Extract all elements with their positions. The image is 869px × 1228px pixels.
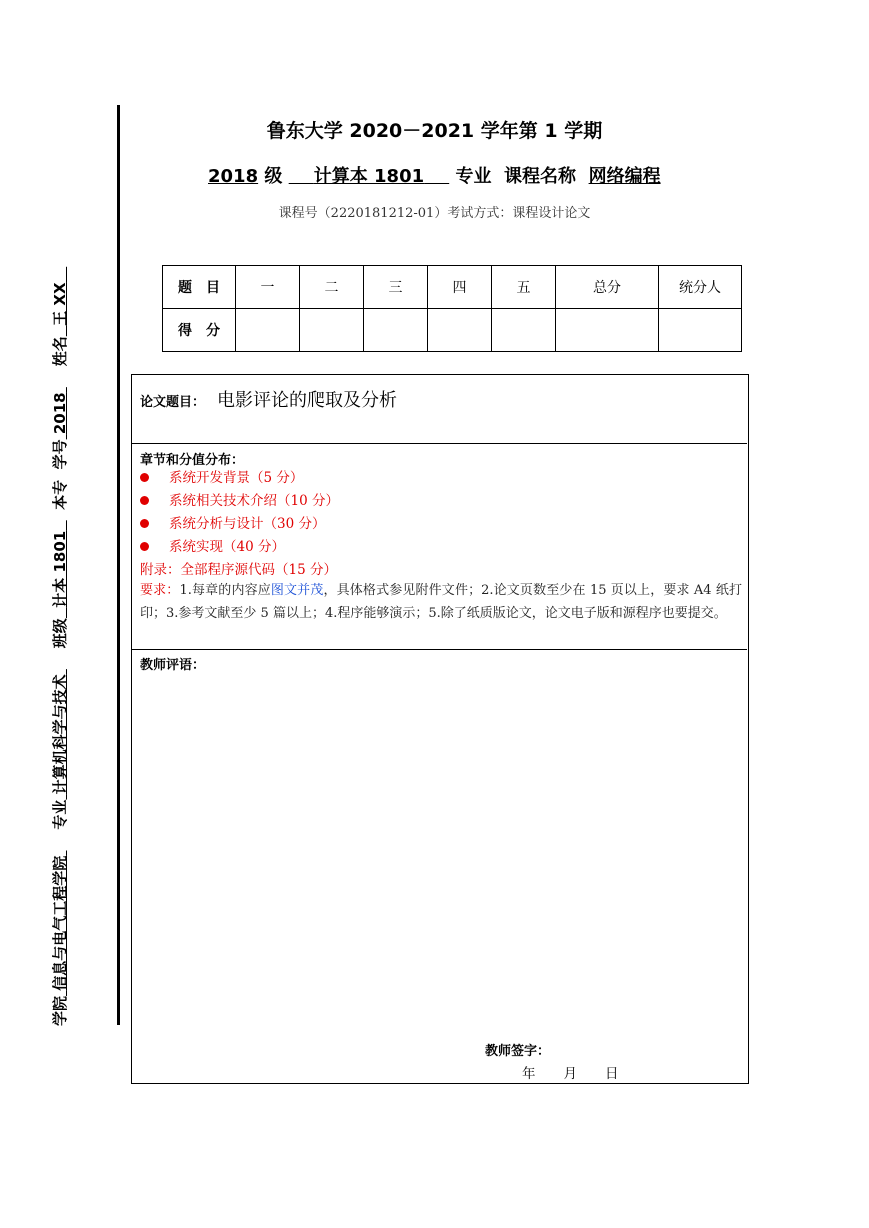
row-label-score: 得 分: [163, 309, 236, 352]
name-value: 王 XX: [51, 282, 69, 326]
col-header: 四: [428, 266, 492, 309]
teacher-signature-label: 教师签字：: [485, 1044, 551, 1059]
bullet-icon: [140, 542, 149, 551]
score-cell: [492, 309, 556, 352]
score-cell: [428, 309, 492, 352]
score-cell-total: [556, 309, 659, 352]
thesis-title: 电影评论的爬取及分析: [217, 390, 397, 411]
col-header: 三: [364, 266, 428, 309]
bullet-icon: [140, 519, 149, 528]
col-header-total: 总分: [556, 266, 659, 309]
course-info-line: [208, 162, 661, 188]
class-value: 计本 1801: [51, 530, 69, 608]
score-cell: [300, 309, 364, 352]
requirements-highlight: 图文并茂: [270, 583, 324, 598]
chapters-label: 章节和分值分布：: [140, 453, 245, 468]
col-header: 一: [236, 266, 300, 309]
major-side-value: 计算机科学与技术: [51, 674, 69, 795]
thesis-title-label: 论文题目：: [140, 395, 206, 410]
college-label: 学院: [51, 995, 69, 1026]
major-side-label: 专业: [51, 799, 69, 830]
appendix-line: 附录：全部程序源代码（15 分）: [140, 562, 337, 578]
col-header: 二: [300, 266, 364, 309]
level-value: 本专: [51, 479, 69, 510]
score-cell: [236, 309, 300, 352]
list-item: 系统相关技术介绍（10 分）: [140, 490, 339, 513]
bullet-icon: [140, 496, 149, 505]
score-cell: [364, 309, 428, 352]
row-label-question: 题 目: [163, 266, 236, 309]
course-name-value: 网络编程: [588, 166, 661, 187]
bullet-icon: [140, 473, 149, 482]
class-label: 班级: [51, 618, 69, 649]
exam-title: 鲁东大学 2020－2021 学年第 1 学期: [266, 120, 603, 142]
list-item: 系统开发背景（5 分）: [140, 467, 339, 490]
date-day: 日: [605, 1066, 619, 1082]
course-number-line: 课程号（2220181212-01）考试方式：课程设计论文: [278, 206, 591, 221]
date-year: 年: [522, 1066, 536, 1082]
major-label: 专业: [455, 166, 492, 187]
course-name-label: 课程名称: [504, 166, 577, 187]
col-header: 五: [492, 266, 556, 309]
list-item: 系统分析与设计（30 分）: [140, 513, 339, 536]
requirements-label: 要求：: [140, 583, 180, 598]
list-item: 系统实现（40 分）: [140, 536, 339, 559]
score-table: [162, 265, 742, 352]
student-id-label: 学号: [51, 439, 69, 470]
date-month: 月: [563, 1066, 577, 1082]
teacher-comments-label: 教师评语：: [140, 658, 206, 673]
grade-suffix: 级: [264, 166, 283, 187]
major-value: 计算本 1801: [313, 166, 425, 187]
signature-date: [522, 1062, 647, 1082]
requirements-text: 要求：1.每章的内容应图文并茂，具体格式参见附件文件；2.论文页数至少在 15 页以上，要求 A4 纸打印；3.参考文献至少 5 篇以上；4.程序能够演示；5.除了纸质版论文，论文电子版和源程序也要提交。: [140, 583, 742, 621]
name-label: 姓名: [51, 336, 69, 367]
binding-line: [117, 105, 120, 1025]
student-id-value: 2018: [51, 392, 69, 435]
grade-value: 2018: [208, 166, 259, 187]
student-info-text: [42, 178, 78, 1026]
score-cell-scorer: [659, 309, 742, 352]
college-value: 信息与电气工程学院: [51, 855, 69, 991]
col-header-scorer: 统分人: [659, 266, 742, 309]
student-info-strip: [42, 178, 78, 1026]
chapter-list: [140, 467, 339, 559]
score-table-score-row: [163, 309, 742, 352]
score-table-header-row: [163, 266, 742, 309]
